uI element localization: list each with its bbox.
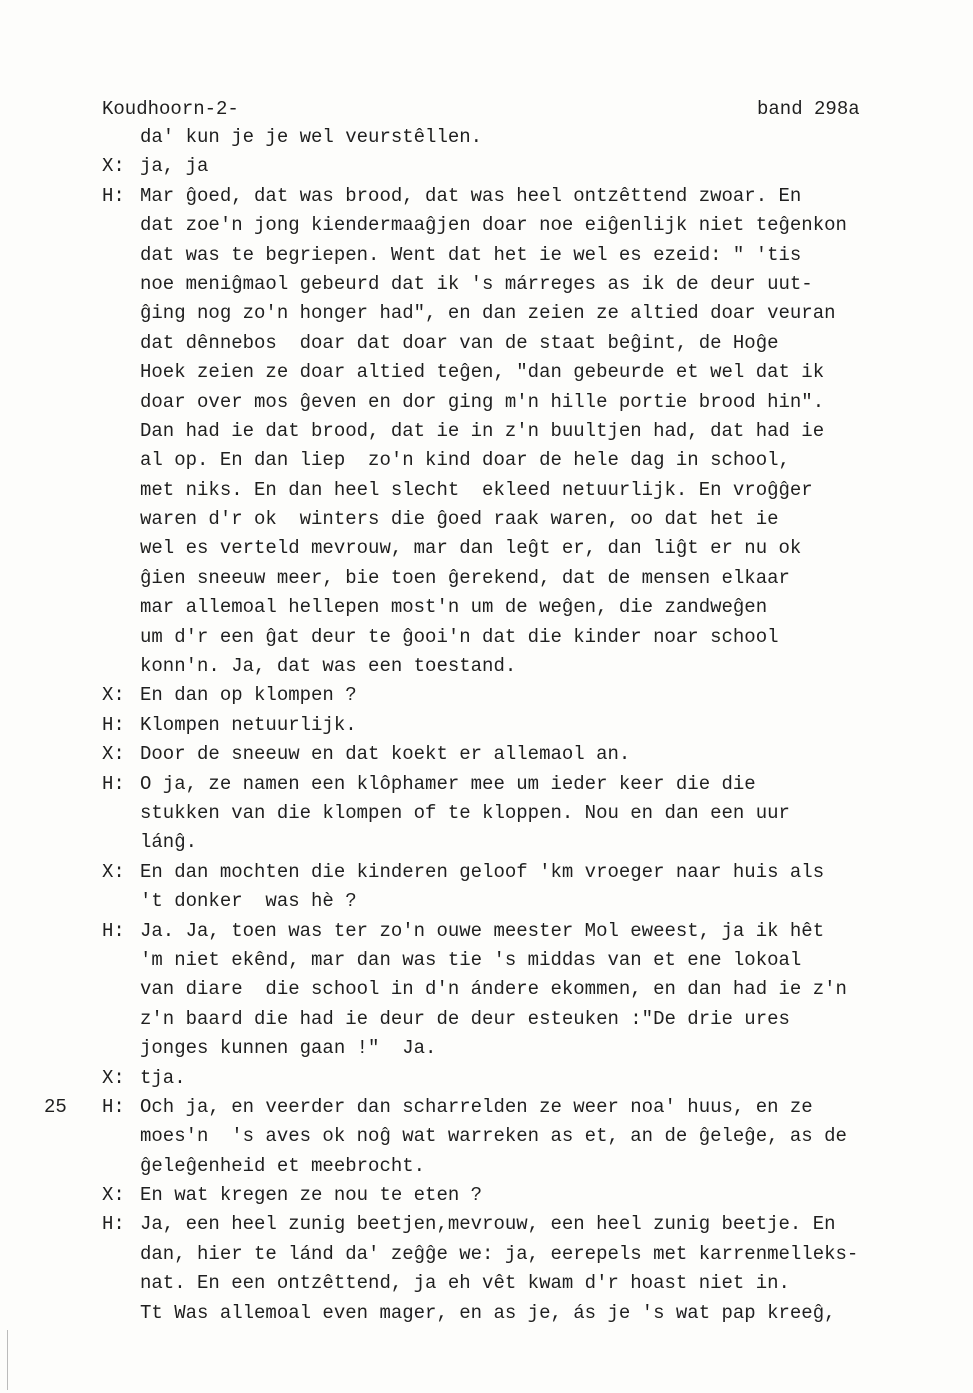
transcript-line xyxy=(0,802,973,831)
transcript-text: En dan mochten die kinderen geloof 'km vroeger naar huis als xyxy=(140,860,825,883)
transcript-line xyxy=(0,714,973,743)
transcript-line xyxy=(0,920,973,949)
transcript-line xyxy=(0,831,973,860)
transcript-line xyxy=(0,244,973,273)
transcript-text: En dan op klompen ? xyxy=(140,684,357,707)
transcript-line xyxy=(0,626,973,655)
transcript-text: Hoek zeien ze doar altied teĝen, "dan gebeurde et wel dat ik xyxy=(140,361,825,384)
transcript-line xyxy=(0,1302,973,1331)
speaker-label: X: xyxy=(102,743,125,766)
transcript-text: En wat kregen ze nou te eten ? xyxy=(140,1184,483,1207)
transcript-line xyxy=(0,1213,973,1242)
transcript-line xyxy=(0,420,973,449)
speaker-label: H: xyxy=(102,1095,125,1118)
transcript-text: 'm niet ekênd, mar dan was tie 's middas van et ene lokoal xyxy=(140,948,802,971)
speaker-label: H: xyxy=(102,919,125,942)
transcript-line xyxy=(0,537,973,566)
transcript-text: nat. En een ontzêttend, ja eh vêt kwam d'r hoast niet in. xyxy=(140,1272,790,1295)
transcript-line xyxy=(0,1155,973,1184)
transcript-text: dat was te begriepen. Went dat het ie wel es ezeid: " 'tis xyxy=(140,243,802,266)
transcript-text: O ja, ze namen een klôphamer mee um ieder keer die die xyxy=(140,772,756,795)
transcript-line xyxy=(0,1243,973,1272)
transcript-text: konn'n. Ja, dat was een toestand. xyxy=(140,655,517,678)
transcript-line xyxy=(0,302,973,331)
transcript-line xyxy=(0,684,973,713)
transcript-text: Och ja, en veerder dan scharrelden ze weer noa' huus, en ze xyxy=(140,1095,813,1118)
margin-rule xyxy=(7,1330,8,1390)
transcript-line xyxy=(0,126,973,155)
transcript-line xyxy=(0,773,973,802)
margin-line-number: 25 xyxy=(44,1095,67,1118)
transcript-text: al op. En dan liep zo'n kind doar de hele dag in school, xyxy=(140,449,790,472)
transcript-text: dan, hier te lánd da' zeĝĝe we: ja, eerepels met karrenmelleks- xyxy=(140,1242,859,1265)
transcript-line xyxy=(0,949,973,978)
transcript-text: da' kun je je wel veurstêllen. xyxy=(140,126,483,148)
transcript-line xyxy=(0,449,973,478)
speaker-label: X: xyxy=(102,860,125,883)
transcript-text: 't donker was hè ? xyxy=(140,890,357,913)
transcript-text: um d'r een ĝat deur te ĝooi'n dat die kinder noar school xyxy=(140,625,779,648)
transcript-line xyxy=(0,479,973,508)
transcript-text: noe meniĝmaol gebeurd dat ik 's márreges as ik de deur uut- xyxy=(140,272,813,295)
transcript-text: Dan had ie dat brood, dat ie in z'n buultjen had, dat had ie xyxy=(140,419,825,442)
transcript-text: doar over mos ĝeven en dor ging m'n hille portie brood hin". xyxy=(140,390,825,413)
transcript-text: mar allemoal hellepen most'n um de weĝen, die zandweĝen xyxy=(140,596,768,619)
document-header-tape-number: band 298a xyxy=(757,98,860,120)
transcript-text: moes'n 's aves ok noĝ wat warreken as et, an de ĝeleĝe, as de xyxy=(140,1125,847,1148)
speaker-label: X: xyxy=(102,684,125,707)
speaker-label: H: xyxy=(102,772,125,795)
transcript-text: dat zoe'n jong kiendermaaĝjen doar noe eiĝenlijk niet teĝenkon xyxy=(140,214,847,237)
transcript-text: Ja, een heel zunig beetjen,mevrouw, een heel zunig beetje. En xyxy=(140,1213,836,1236)
speaker-label: X: xyxy=(102,1066,125,1089)
transcript-line xyxy=(0,214,973,243)
transcript-text: z'n baard die had ie deur de deur esteuken :"De drie ures xyxy=(140,1007,790,1030)
transcript-text: Klompen netuurlijk. xyxy=(140,713,357,736)
transcript-text: ĝien sneeuw meer, bie toen ĝerekend, dat de mensen elkaar xyxy=(140,566,790,589)
transcript-line xyxy=(0,1096,973,1125)
transcript-text: wel es verteld mevrouw, mar dan leĝt er, dan liĝt er nu ok xyxy=(140,537,802,560)
transcript-line xyxy=(0,155,973,184)
transcript-line xyxy=(0,361,973,390)
transcript-text: van diare die school in d'n ándere ekommen, en dan had ie z'n xyxy=(140,978,847,1001)
transcript-body xyxy=(0,126,973,1331)
transcript-text: ĝeleĝenheid et meebrocht. xyxy=(140,1154,426,1177)
transcript-text: lánĝ. xyxy=(140,831,198,854)
transcript-line xyxy=(0,1125,973,1154)
speaker-label: H: xyxy=(102,713,125,736)
transcript-text: stukken van die klompen of te kloppen. Nou en dan een uur xyxy=(140,801,790,824)
transcript-line xyxy=(0,332,973,361)
speaker-label: X: xyxy=(102,155,125,178)
transcript-line xyxy=(0,567,973,596)
transcript-line xyxy=(0,655,973,684)
transcript-line xyxy=(0,1272,973,1301)
transcript-text: Door de sneeuw en dat koekt er allemaol an. xyxy=(140,743,631,766)
transcript-line xyxy=(0,273,973,302)
transcript-text: ja, ja xyxy=(140,155,209,178)
speaker-label: X: xyxy=(102,1184,125,1207)
transcript-text: ĝing nog zo'n honger had", en dan zeien ze altied doar veuran xyxy=(140,302,836,325)
transcript-text: jonges kunnen gaan !" Ja. xyxy=(140,1037,437,1060)
transcript-text: dat dênnebos doar dat doar van de staat beĝint, de Hoĝe xyxy=(140,331,779,354)
transcript-line xyxy=(0,861,973,890)
speaker-label: H: xyxy=(102,184,125,207)
document-header-title: Koudhoorn-2- xyxy=(102,98,239,120)
transcript-text: tja. xyxy=(140,1066,186,1089)
transcript-line xyxy=(0,1037,973,1066)
transcript-text: Tt Was allemoal even mager, en as je, ás je 's wat pap kreeĝ, xyxy=(140,1301,836,1324)
transcript-line xyxy=(0,391,973,420)
transcript-line xyxy=(0,743,973,772)
transcript-line xyxy=(0,185,973,214)
transcript-text: waren d'r ok winters die ĝoed raak waren, oo dat het ie xyxy=(140,508,779,531)
transcript-line xyxy=(0,508,973,537)
transcript-text: Ja. Ja, toen was ter zo'n ouwe meester Mol eweest, ja ik hêt xyxy=(140,919,825,942)
transcript-text: Mar ĝoed, dat was brood, dat was heel ontzêttend zwoar. En xyxy=(140,184,802,207)
transcript-line xyxy=(0,1067,973,1096)
transcript-line xyxy=(0,1184,973,1213)
transcript-text: met niks. En dan heel slecht ekleed netuurlijk. En vroĝĝer xyxy=(140,478,813,501)
transcript-line xyxy=(0,596,973,625)
transcript-line xyxy=(0,1008,973,1037)
transcript-line xyxy=(0,890,973,919)
speaker-label: H: xyxy=(102,1213,125,1236)
transcript-line xyxy=(0,978,973,1007)
